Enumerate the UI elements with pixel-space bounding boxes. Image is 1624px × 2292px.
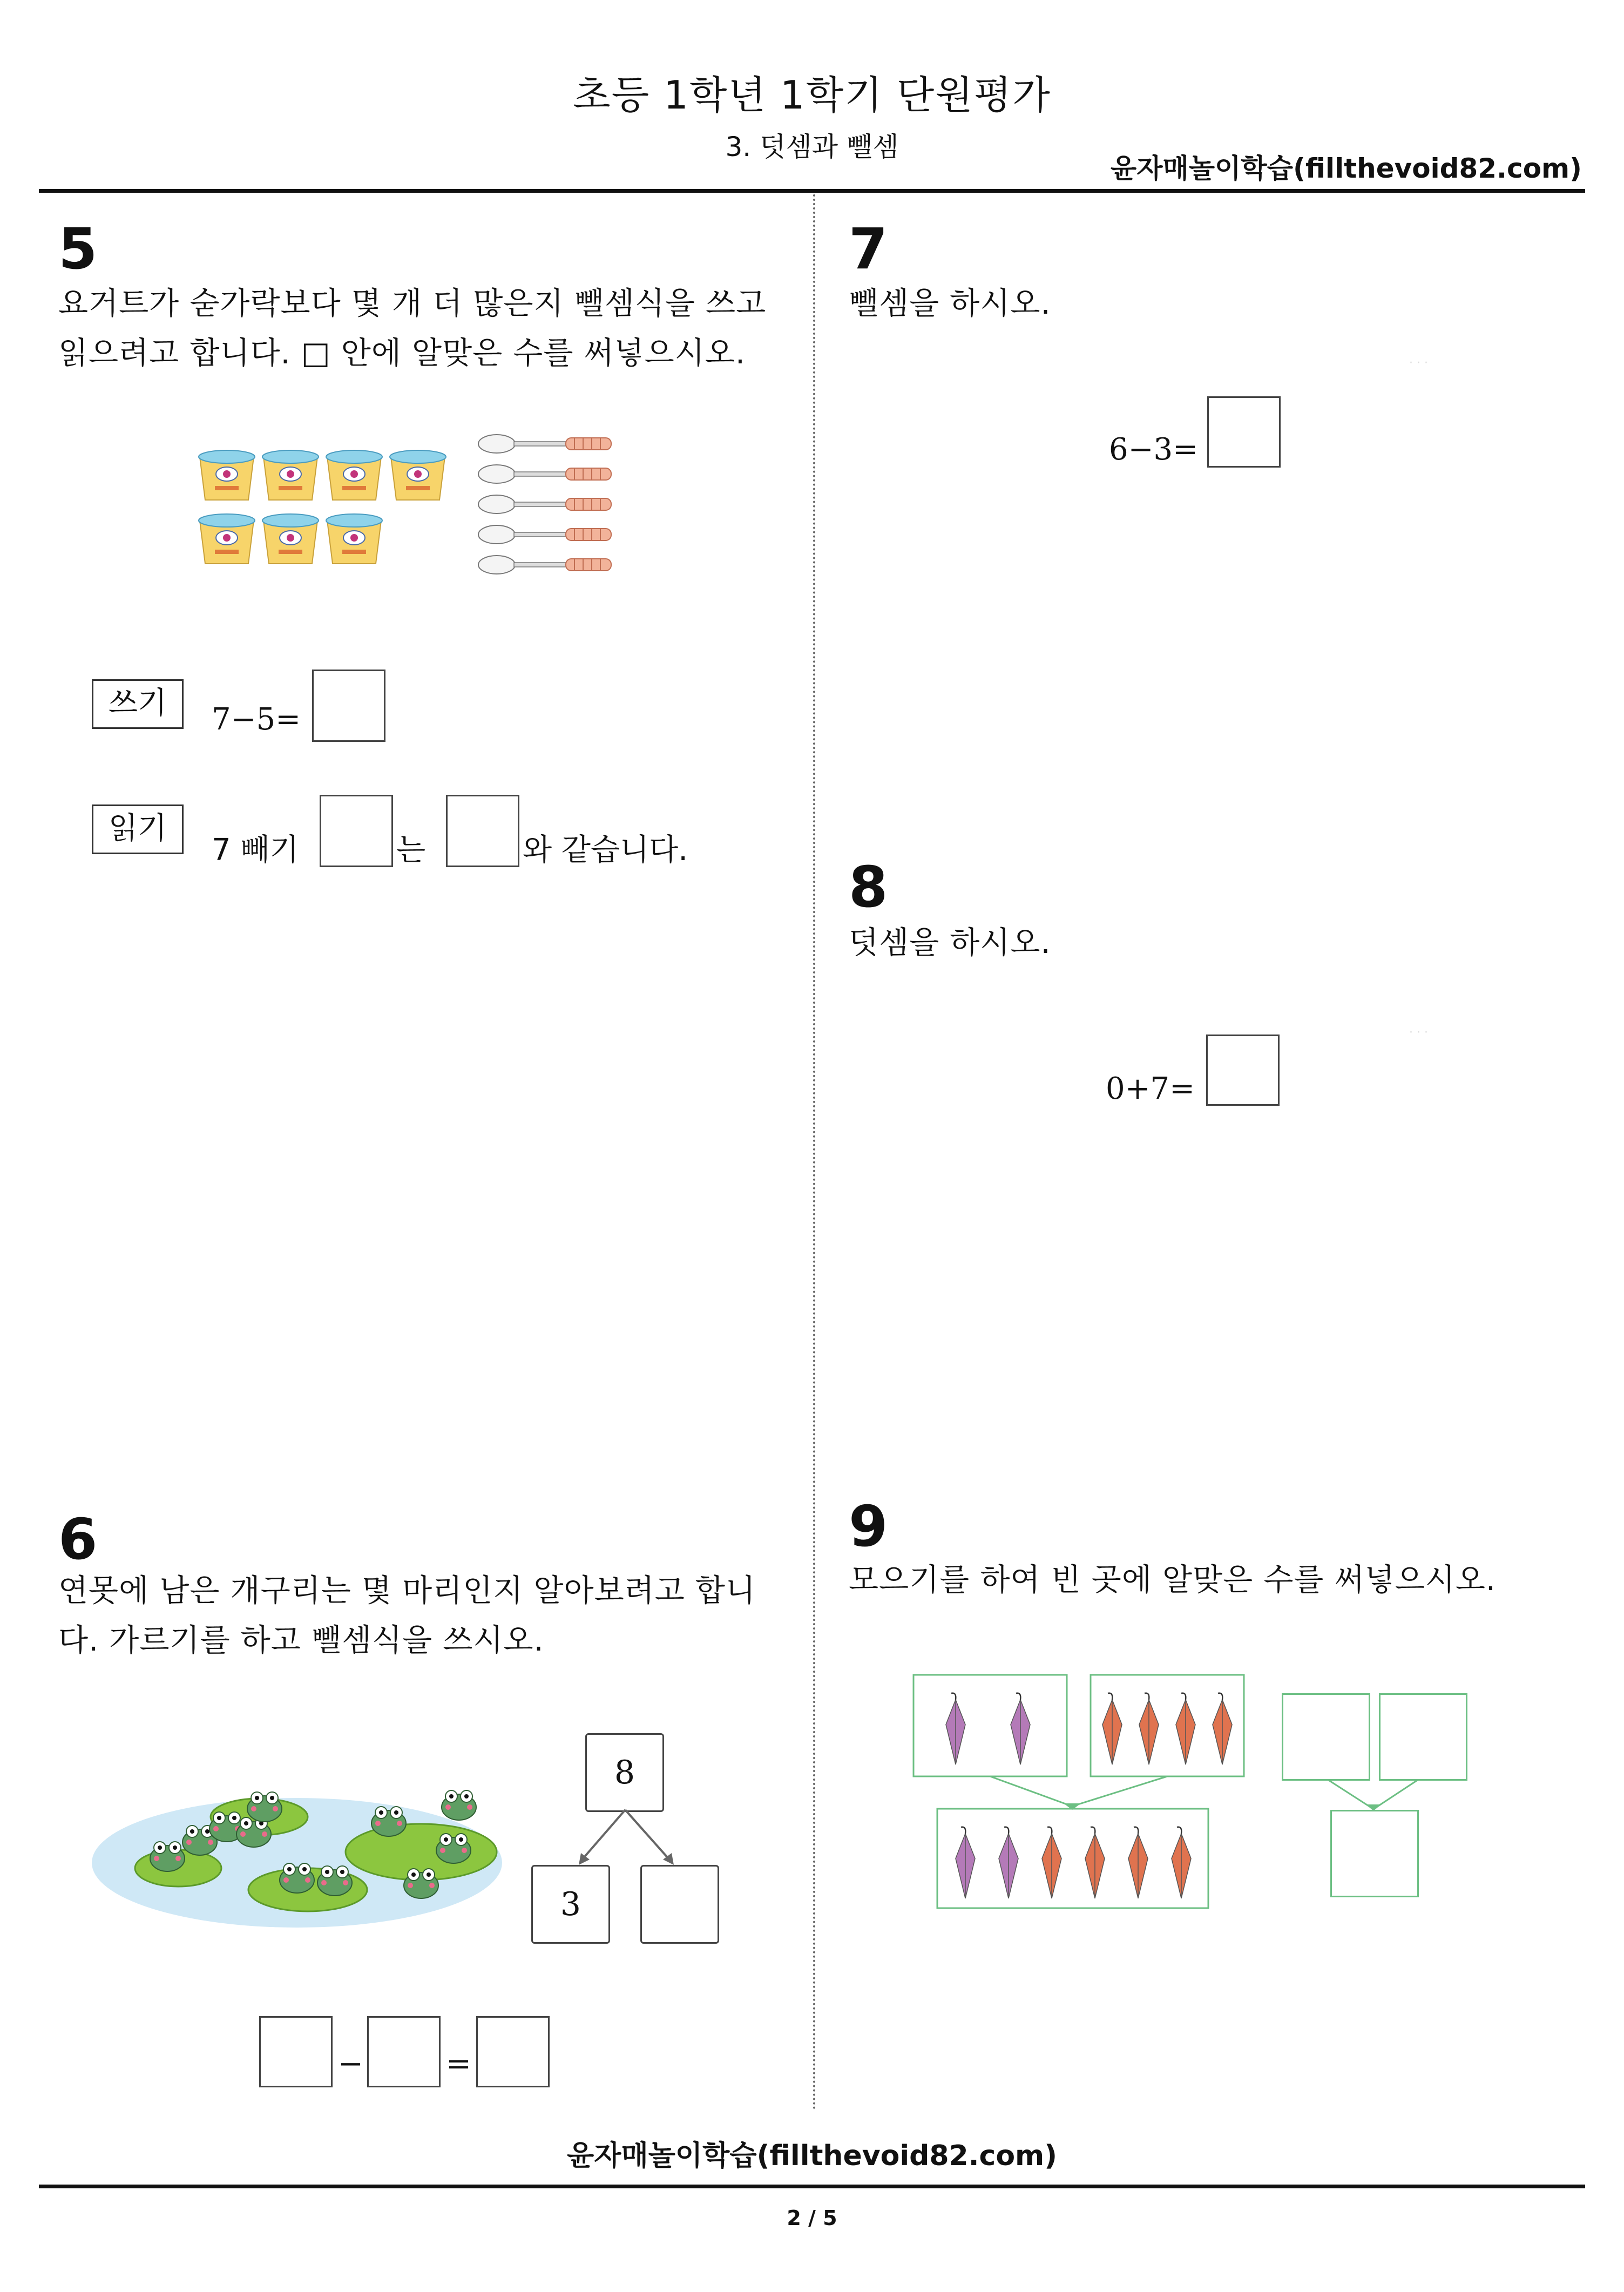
watermark-faint-1: · · · [1409,356,1428,370]
spoon [478,465,611,483]
frog [404,1869,438,1898]
combine-answer-box-left[interactable] [1282,1693,1370,1781]
lily-pad [346,1824,497,1880]
umbrella-box-1 [914,1675,1067,1776]
yogurt-group [194,443,454,572]
equation-minus: − [338,2046,363,2081]
frog [280,1863,314,1893]
yogurt-cups-illustration [194,443,454,572]
yogurt-cup [326,450,382,500]
split-top-value: 8 [614,1754,635,1791]
spoon-group [475,432,615,589]
split-top-box [585,1733,664,1812]
frog [150,1842,185,1871]
question-8-number: 8 [849,854,888,920]
q7-expression: 6−3= [1109,432,1199,467]
page-number: 2 / 5 [787,2206,837,2230]
yogurt-cup [262,450,319,500]
read-text-3: 와 같습니다. [523,833,688,868]
question-9-number: 9 [849,1493,888,1559]
spoon [478,435,611,453]
split-lines [572,1809,680,1868]
footer-divider [39,2185,1585,2188]
frog-pond-illustration [86,1706,508,1933]
question-8-text: 덧셈을 하시오. [849,925,1051,961]
write-answer-box[interactable] [312,670,385,742]
frog [442,1790,476,1820]
spoon [478,556,611,574]
yogurt-cup [390,450,446,500]
q8-answer-box[interactable] [1206,1035,1280,1106]
q8-expression: 0+7= [1106,1071,1195,1106]
question-7-number: 7 [849,216,888,282]
frog [247,1792,282,1822]
write-label: 쓰기 [92,679,184,729]
frog [317,1866,352,1896]
spoons-illustration [475,432,615,589]
unit-subtitle: 3. 덧셈과 뺄셈 [725,131,899,163]
split-right-answer-box[interactable] [640,1865,719,1944]
equation-equals: = [446,2046,471,2081]
question-5-text: 요거트가 숟가락보다 몇 개 더 많은지 뺄셈식을 쓰고 읽으려고 합니다. □ 안에 알맞은 수를 써넣으시오. [58,286,767,371]
yogurt-cup [199,514,255,564]
spoon [478,525,611,544]
equation-box-2[interactable] [367,2016,441,2087]
question-6-number: 6 [58,1506,98,1572]
equation-box-1[interactable] [259,2016,333,2087]
read-text-1: 7 빼기 [212,833,299,868]
q7-answer-box[interactable] [1207,396,1281,468]
answer-merge-line-left [1324,1777,1371,1808]
read-answer-box-2[interactable] [446,795,519,867]
yogurt-cup [262,514,319,564]
site-credit-top: 윤자매놀이학습(fillthevoid82.com) [1110,153,1582,184]
split-left-box [531,1865,610,1944]
column-divider [813,194,815,2111]
spoon [478,495,611,513]
merge-line-left [990,1776,1070,1806]
combine-answer-box-right[interactable] [1379,1693,1467,1781]
merge-line-right [1074,1776,1167,1806]
umbrella-box-combined [937,1809,1208,1908]
read-text-2: 는 [396,833,426,868]
header-divider [39,189,1585,193]
answer-merge-line-right [1376,1777,1422,1808]
watermark-faint-2: · · · [1409,1026,1428,1039]
question-9-text: 모으기를 하여 빈 곳에 알맞은 수를 써넣으시오. [849,1562,1497,1598]
frog [436,1834,471,1863]
question-7-text: 뺄셈을 하시오. [849,286,1051,321]
frog-pond-drawing [86,1706,508,1933]
frog [371,1807,406,1836]
question-5-number: 5 [58,216,98,282]
read-answer-box-1[interactable] [320,795,393,867]
question-6-text: 연못에 남은 개구리는 몇 마리인지 알아보려고 합니다. 가르기를 하고 뺄셈식을 쓰시오. [58,1573,756,1658]
read-label: 읽기 [92,804,184,854]
page-title: 초등 1학년 1학기 단원평가 [573,72,1051,118]
yogurt-cup [199,450,255,500]
write-expression: 7−5= [212,702,301,737]
yogurt-cup [326,514,382,564]
split-left-value: 3 [560,1885,581,1923]
combine-answer-box-total[interactable] [1330,1810,1419,1897]
site-credit-bottom: 윤자매놀이학습(fillthevoid82.com) [566,2140,1057,2172]
equation-box-3[interactable] [476,2016,550,2087]
